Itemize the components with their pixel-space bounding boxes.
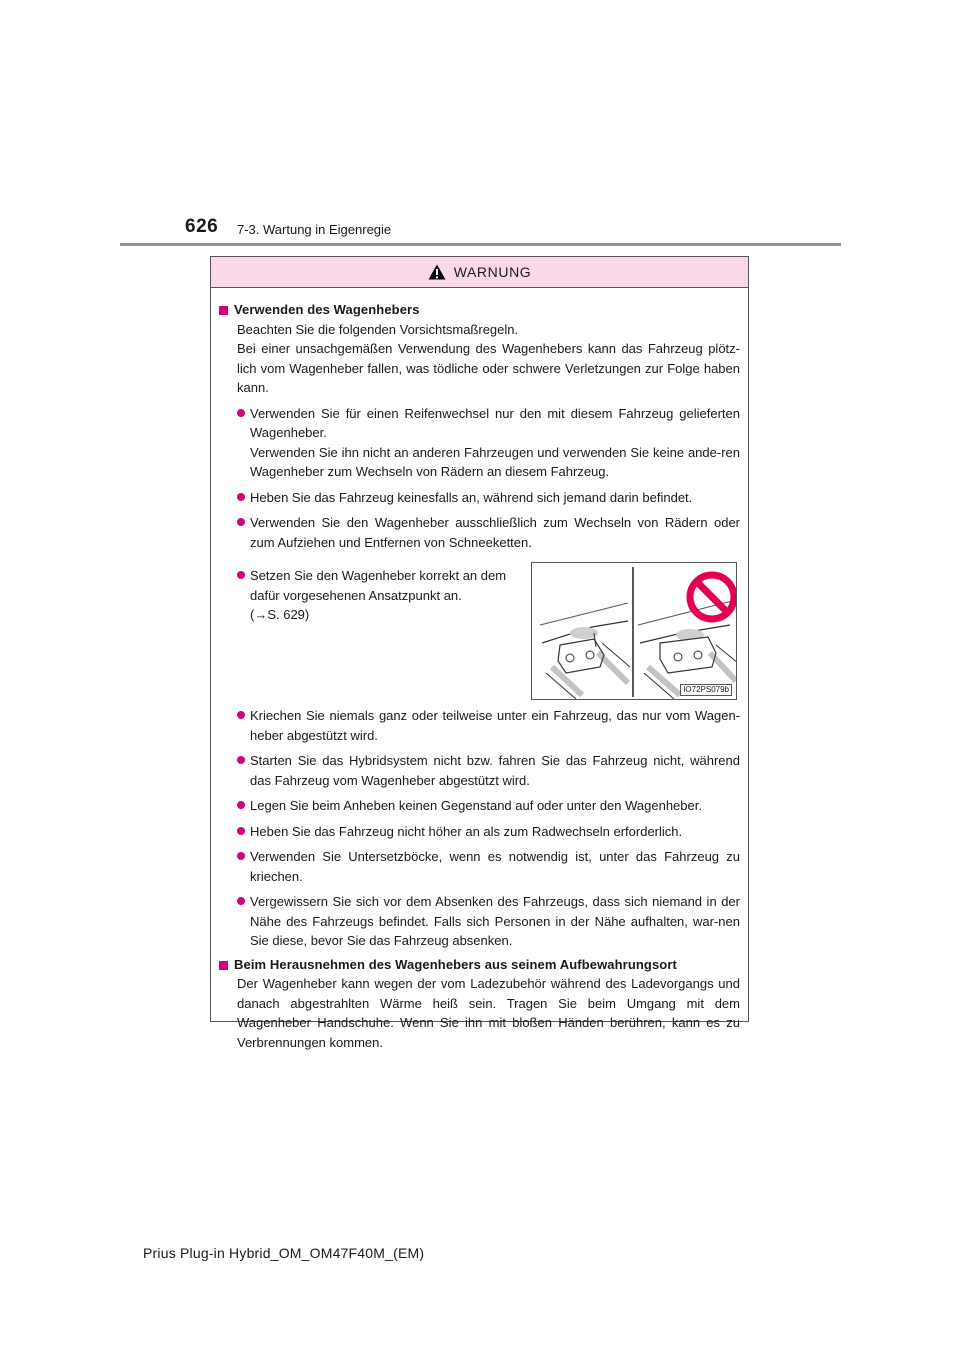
section-intro [237, 320, 740, 398]
section-intro [237, 974, 740, 1052]
bullet-item [237, 892, 740, 951]
bullet-text: Verwenden Sie den Wagenheber ausschließlich zum Wechseln von Rädern oder zum Aufziehen und Entfernen von Schneeketten. [250, 515, 740, 550]
round-bullet-icon [237, 518, 245, 526]
jack-illustration-drawing [532, 563, 737, 700]
intro-line: Beachten Sie die folgenden Vorsichtsmaßregeln. [237, 321, 519, 337]
bullet-item [237, 404, 740, 482]
bullet-item [237, 513, 740, 552]
jack-point-illustration [531, 562, 737, 700]
round-bullet-icon [237, 493, 245, 501]
bullet-text: Starten Sie das Hybridsystem nicht bzw. fahren Sie das Fahrzeug nicht, während das Fahrzeug vom Wagenheber abgestützt wird. [250, 753, 740, 788]
illustration-code: IO72PS079b [680, 684, 732, 696]
round-bullet-icon [237, 711, 245, 719]
warning-title: WARNUNG [453, 264, 532, 280]
bullet-text: Verwenden Sie für einen Reifenwechsel nur den mit diesem Fahrzeug gelieferten Wagenheber. [250, 405, 740, 440]
section-heading-text: Beim Herausnehmen des Wagenhebers aus seinem Aufbewahrungsort [234, 956, 677, 972]
bullet-text: Verwenden Sie ihn nicht an anderen Fahrzeugen und verwenden Sie keine ande-ren Wagenheber zum Wechseln von Rädern an diesem Fahrzeug. [250, 444, 740, 479]
bullet-text: Vergewissern Sie sich vor dem Absenken des Fahrzeugs, dass sich niemand in der Nähe des Fahrzeugs befindet. Falls sich Personen in der Nähe aufhalten, war-nen Sie diese, bevor Sie das Fahrzeug absenken. [250, 894, 740, 948]
square-bullet-icon [219, 306, 228, 315]
bullet-item [237, 706, 740, 745]
bullet-item [237, 796, 740, 816]
warning-triangle-icon [428, 264, 446, 280]
bullet-text: Heben Sie das Fahrzeug nicht höher an als zum Radwechseln erforderlich. [250, 823, 683, 839]
intro-line: Bei einer unsachgemäßen Verwendung des Wagenhebers kann das Fahrzeug plötz-lich vom Wagenheber fallen, was tödliche oder schwere Verletzungen zur Folge haben kann. [237, 341, 740, 395]
bullet-text: Heben Sie das Fahrzeug keinesfalls an, während sich jemand darin befindet. [250, 489, 693, 505]
warning-content [211, 288, 748, 1052]
bullet-text: Legen Sie beim Anheben keinen Gegenstand auf oder unter den Wagenheber. [250, 798, 702, 813]
section-heading [219, 300, 740, 320]
bullet-item [237, 822, 740, 842]
bullet-text: Kriechen Sie niemals ganz oder teilweise unter ein Fahrzeug, das nur vom Wagen-heber abgestützt wird. [250, 708, 740, 743]
section-heading-text: Verwenden des Wagenhebers [234, 302, 420, 317]
illustrated-bullet-row [219, 556, 740, 700]
bullet-text: Verwenden Sie Untersetzböcke, wenn es notwendig ist, unter das Fahrzeug zu kriechen. [250, 849, 740, 884]
header-rule [120, 243, 841, 246]
footer-document-id: Prius Plug-in Hybrid_OM_OM47F40M_(EM) [143, 1245, 425, 1261]
section-heading [219, 955, 740, 975]
square-bullet-icon [219, 961, 228, 970]
round-bullet-icon [237, 852, 245, 860]
bullet-item [237, 847, 740, 886]
round-bullet-icon [237, 827, 245, 835]
intro-line: Der Wagenheber kann wegen der vom Ladezubehör während des Ladevorgangs und danach abgestrahlten Wärme heiß sein. Tragen Sie beim Umgang mit dem Wagenheber Handschuhe. Wenn Sie ihn mit bloßen Händen berühren, kann es zu Verbrennungen kommen. [237, 976, 740, 1050]
page-number: 626 [185, 216, 219, 237]
warning-header [211, 257, 748, 288]
bullet-item [237, 751, 740, 790]
round-bullet-icon [237, 409, 245, 417]
round-bullet-icon [237, 571, 245, 579]
bullet-item [237, 488, 740, 508]
bullet-item [237, 566, 507, 700]
bullet-text: (→S. 629) [250, 607, 310, 622]
round-bullet-icon [237, 897, 245, 905]
bullet-text: Setzen Sie den Wagenheber korrekt an dem dafür vorgesehenen Ansatzpunkt an. [250, 568, 507, 603]
round-bullet-icon [237, 801, 245, 809]
round-bullet-icon [237, 756, 245, 764]
section-title: 7-3. Wartung in Eigenregie [237, 222, 392, 237]
warning-box [210, 256, 749, 1050]
